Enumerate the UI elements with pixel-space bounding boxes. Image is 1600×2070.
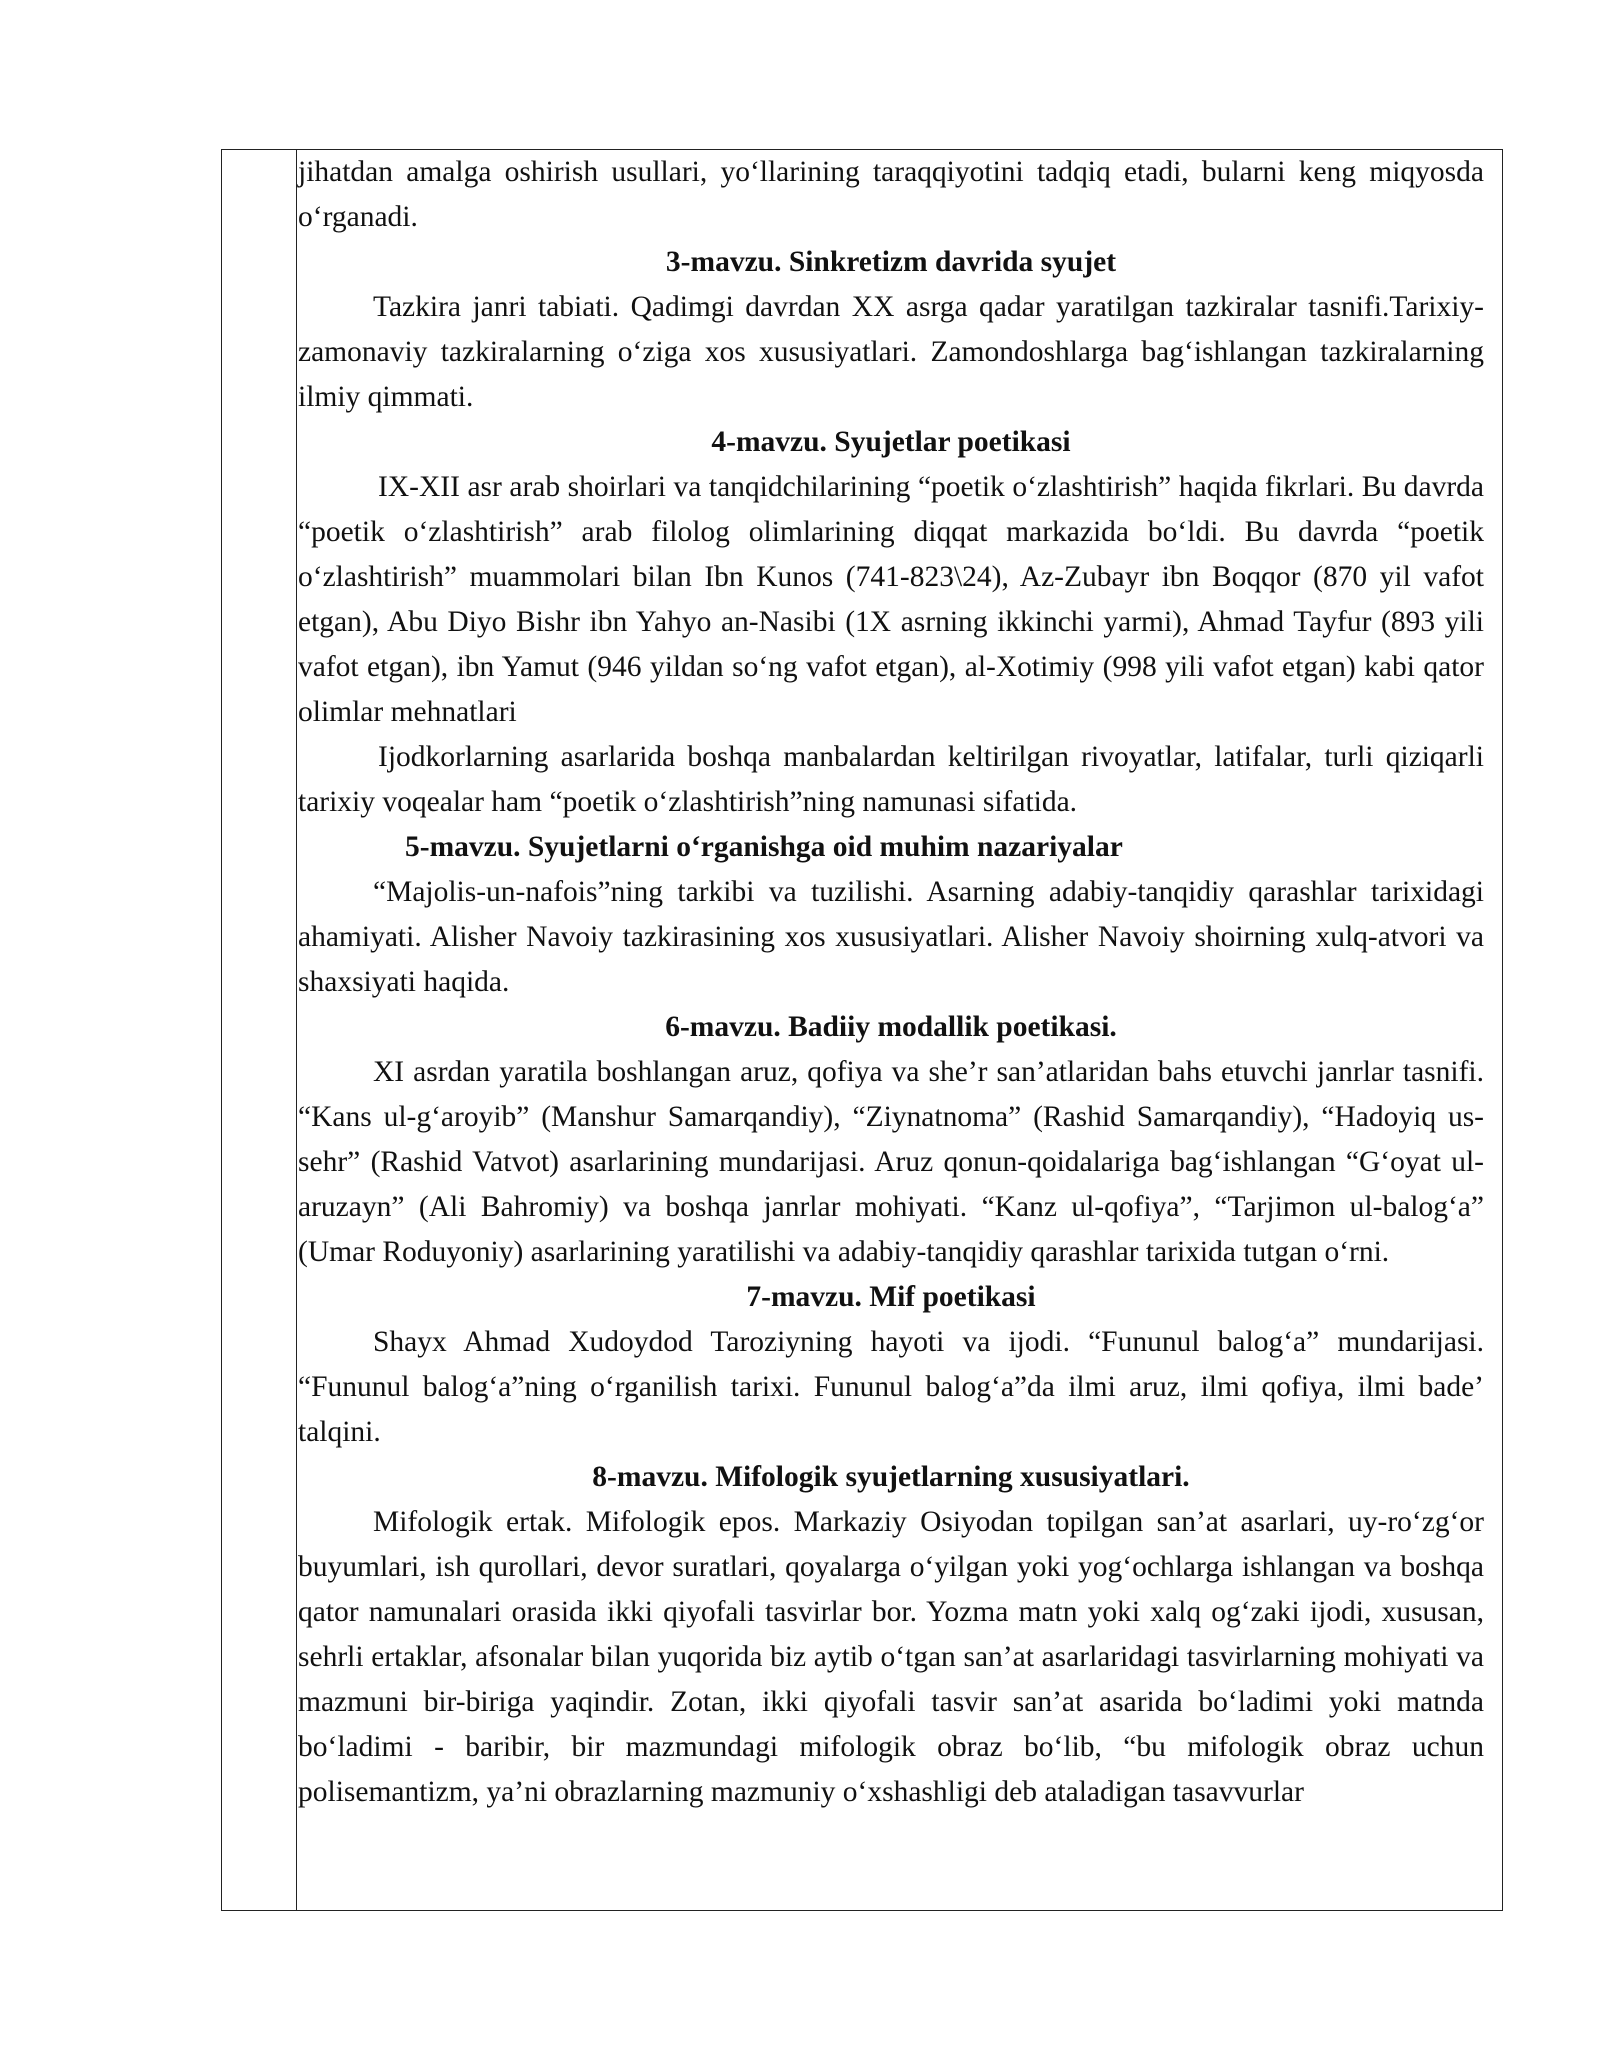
table-content-cell [298, 150, 1484, 1815]
section-7-paragraph: Shayx Ahmad Xudoydod Taroziyning hayoti va ijodi. “Fununul balog‘a” mundarijasi. “Fununul balog‘a”ning o‘rganilish tarixi. Fununul balog‘a”da ilmi aruz, ilmi qofiya, ilmi bade’ talqini. [298, 1326, 1484, 1448]
section-heading-7: 7-mavzu. Mif poetikasi [746, 1281, 1036, 1313]
table-frame [221, 149, 1503, 1911]
section-heading-8: 8-mavzu. Mifologik syujetlarning xususiyatlari. [592, 1461, 1190, 1493]
section-heading-5: 5-mavzu. Syujetlarni o‘rganishga oid muhim nazariyalar [405, 831, 1123, 863]
section-5-paragraph: “Majolis-un-nafois”ning tarkibi va tuzilishi. Asarning adabiy-tanqidiy qarashlar tarixidagi ahamiyati. Alisher Navoiy tazkirasining xos xususiyatlari. Alisher Navoiy shoirning xulq-atvori va shaxsiyati haqida. [298, 876, 1484, 998]
section-4-paragraph-1: IX-XII asr arab shoirlari va tanqidchilarining “poetik o‘zlashtirish” haqida fikrlari. Bu davrda “poetik o‘zlashtirish” arab filolog olimlarining diqqat markazida bo‘ldi. Bu davrda “poetik o‘zlashtirish” muammolari bilan Ibn Kunos (741-823\24), Az-Zubayr ibn Boqqor (870 yil vafot etgan), Abu Diyo Bishr ibn Yahyo an-Nasibi (1X asrning ikkinchi yarmi), Ahmad Tayfur (893 yili vafot etgan), ibn Yamut (946 yildan so‘ng vafot etgan), al-Xotimiy (998 yili vafot etgan) kabi qator olimlar mehnatlari [298, 471, 1484, 728]
section-6-paragraph: XI asrdan yaratila boshlangan aruz, qofiya va she’r san’atlaridan bahs etuvchi janrlar tasnifi. “Kans ul-g‘aroyib” (Manshur Samarqandiy), “Ziynatnoma” (Rashid Samarqandiy), “Hadoyiq us-sehr” (Rashid Vatvot) asarlarining mundarijasi. Aruz qonun-qoidalariga bag‘ishlangan “G‘oyat ul-aruzayn” (Ali Bahromiy) va boshqa janrlar mohiyati. “Kanz ul-qofiya”, “Tarjimon ul-balog‘a” (Umar Roduyoniy) asarlarining yaratilishi va adabiy-tanqidiy qarashlar tarixida tutgan o‘rni. [298, 1056, 1484, 1268]
section-3-paragraph: Tazkira janri tabiati. Qadimgi davrdan XX asrga qadar yaratilgan tazkiralar tasnifi.Tarixiy-zamonaviy tazkiralarning o‘ziga xos xususiyatlari. Zamondoshlarga bag‘ishlangan tazkiralarning ilmiy qimmati. [298, 291, 1484, 413]
table-left-column [222, 150, 297, 1910]
section-heading-6: 6-mavzu. Badiiy modallik poetikasi. [665, 1011, 1117, 1043]
section-heading-3: 3-mavzu. Sinkretizm davrida syujet [665, 246, 1117, 278]
section-heading-4: 4-mavzu. Syujetlar poetikasi [711, 426, 1071, 458]
section-8-paragraph: Mifologik ertak. Mifologik epos. Markaziy Osiyodan topilgan san’at asarlari, uy-ro‘zg‘or buyumlari, ish qurollari, devor suratlari, qoyalarga o‘yilgan yoki yog‘ochlarga ishlangan va boshqa qator namunalari orasida ikki qiyofali tasvirlar bor. Yozma matn yoki xalq og‘zaki ijodi, xususan, sehrli ertaklar, afsonalar bilan yuqorida biz aytib o‘tgan san’at asarlaridagi tasvirlarning mohiyati va mazmuni bir-biriga yaqindir. Zotan, ikki qiyofali tasvir san’at asarida bo‘ladimi yoki matnda bo‘ladimi - baribir, bir mazmundagi mifologik obraz bo‘lib, “bu mifologik obraz uchun polisemantizm, ya’ni obrazlarning mazmuniy o‘xshashligi deb ataladigan tasavvurlar [298, 1506, 1484, 1808]
intro-paragraph: jihatdan amalga oshirish usullari, yo‘llarining taraqqiyotini tadqiq etadi, bularni keng miqyosda o‘rganadi. [298, 156, 1484, 233]
section-4-paragraph-2: Ijodkorlarning asarlarida boshqa manbalardan keltirilgan rivoyatlar, latifalar, turli qiziqarli tarixiy voqealar ham “poetik o‘zlashtirish”ning namunasi sifatida. [298, 741, 1484, 818]
